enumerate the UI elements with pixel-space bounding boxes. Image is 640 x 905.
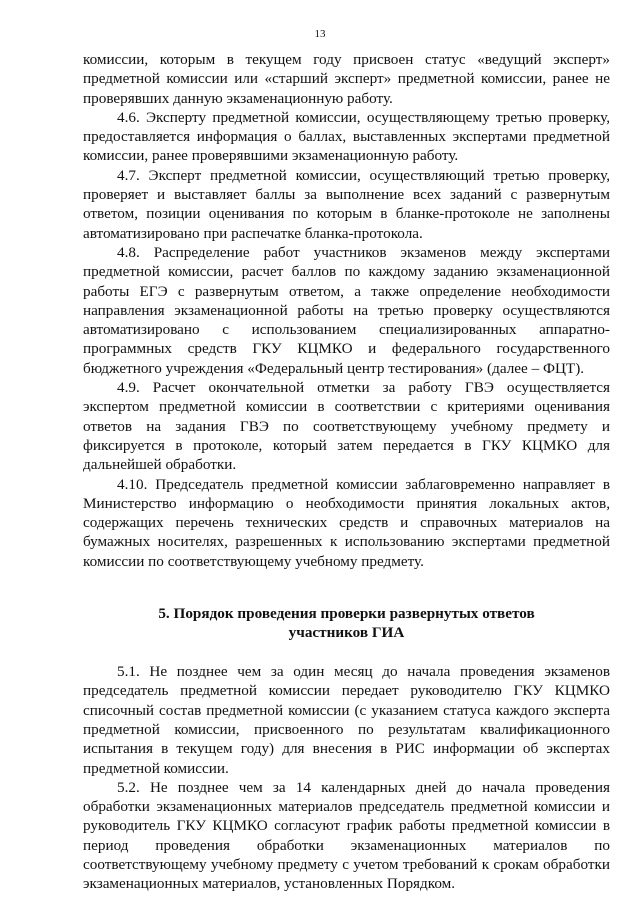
paragraph-4-10: 4.10. Председатель предметной комиссии заблаговременно направляет в Министерство информацию о необходимости принятия локальных актов, содержащих перечень технических средств и справочных материалов на бумажных носителях, разрешенных к использованию экспертами предметной комиссии по соответствующему учебному предмету. [83, 475, 610, 570]
paragraph-5-2: 5.2. Не позднее чем за 14 календарных дней до начала проведения обработки экзаменационных материалов председатель предметной комиссии и руководитель ГКУ КЦМКО согласуют график работы предметной комиссии в период проведения обработки экзаменационных материалов по соответствующему учебному предмету с учетом требований к срокам обработки экзаменационных материалов, установленных Порядком. [83, 778, 610, 893]
paragraph-continuation: комиссии, которым в текущем году присвоен статус «ведущий эксперт» предметной комиссии или «старший эксперт» предметной комиссии, ранее не проверявших данную экзаменационную работу. [83, 51, 610, 107]
section-heading-line-2: участников ГИА [288, 623, 405, 641]
paragraph-4-8: 4.8. Распределение работ участников экзаменов между экспертами предметной комиссии, расчет баллов по каждому заданию экзаменационной работы ЕГЭ с развернутым ответом, а также определение необходимости направления экзаменационной работы на третью проверку осуществляются автоматизировано с использованием специализированных аппаратно-программных средств ГКУ КЦМКО и федерального государственного бюджетного учреждения «Федеральный центр тестирования» (далее – ФЦТ). [83, 243, 610, 377]
document-body [83, 50, 610, 894]
section-heading [83, 605, 610, 642]
section-heading-line-1: 5. Порядок проведения проверки развернутых ответов [158, 605, 535, 623]
paragraph-4-9: 4.9. Расчет окончательной отметки за работу ГВЭ осуществляется экспертом предметной комиссии в соответствии с критериями оценивания ответов на задания ГВЭ по соответствующему учебному предмету и фиксируется в протоколе, который затем передается в ГКУ КЦМКО для дальнейшей обработки. [83, 379, 610, 474]
paragraph-4-7: 4.7. Эксперт предметной комиссии, осуществляющий третью проверку, проверяет и выставляет баллы за выполнение всех заданий с развернутым ответом, позиции оценивания по которым в бланке-протоколе не заполнены автоматизировано при распечатке бланка-протокола. [83, 166, 610, 242]
page-number: 13 [314, 28, 326, 40]
paragraph-4-6: 4.6. Эксперту предметной комиссии, осуществляющему третью проверку, предоставляется информация о баллах, выставленных экспертами предметной комиссии, ранее проверявшими экзаменационную работу. [83, 108, 610, 165]
paragraph-5-1: 5.1. Не позднее чем за один месяц до начала проведения экзаменов председатель предметной комиссии передает руководителю ГКУ КЦМКО списочный состав предметной комиссии (с указанием статуса каждого эксперта предметной комиссии, присвоенного по результатам квалификационного испытания в текущем году) для внесения в РИС информации об экспертах предметной комиссии. [83, 663, 610, 777]
